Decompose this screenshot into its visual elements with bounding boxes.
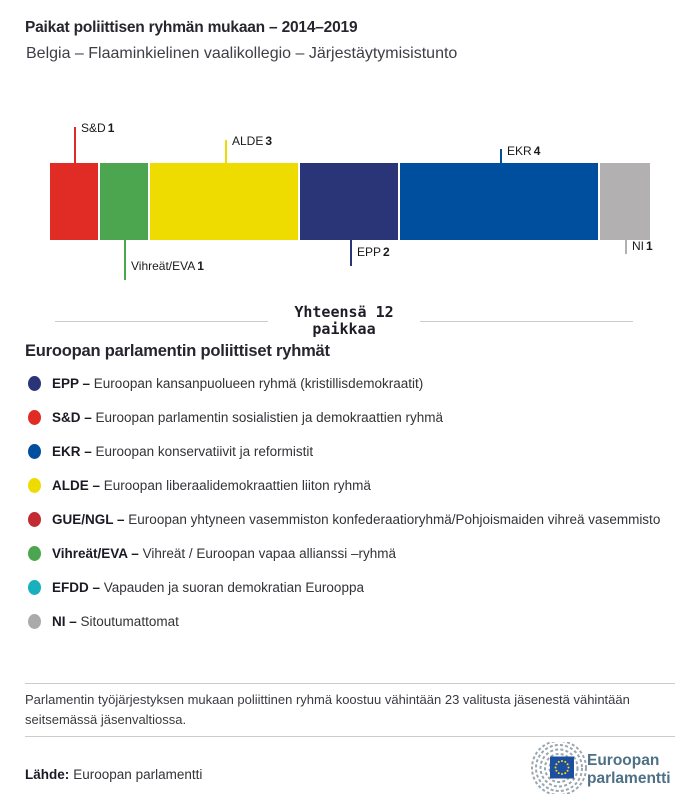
legend-item-text	[52, 476, 371, 495]
callout-label-greens	[131, 259, 204, 273]
legend-item-text	[52, 612, 179, 631]
legend-item-guengl	[25, 510, 677, 529]
legend-item-text	[52, 578, 364, 597]
total-rule-right	[420, 321, 633, 322]
bar-segment-ni	[600, 163, 650, 240]
legend-color-dot	[28, 580, 41, 595]
callout-line-ekr	[500, 149, 502, 163]
legend-item-label: EKR –	[52, 444, 92, 459]
legend-item-description: Euroopan kansanpuolueen ryhmä (kristillisdemokraatit)	[93, 376, 424, 391]
total-rule-left	[55, 321, 268, 322]
source-label: Lähde:	[25, 767, 70, 782]
callout-seat-count: 1	[107, 121, 115, 135]
callout-group-name: Vihreät/EVA	[131, 259, 196, 273]
source-value: Euroopan parlamentti	[73, 767, 203, 782]
callout-line-epp	[350, 240, 352, 266]
logo-text-line2: parlamentti	[587, 770, 671, 787]
legend-item-label: EFDD –	[52, 580, 101, 595]
legend-heading: Euroopan parlamentin poliittiset ryhmät	[25, 342, 330, 360]
legend-item-label: GUE/NGL –	[52, 512, 125, 527]
callout-line-sd	[74, 127, 76, 163]
legend-item-label: ALDE –	[52, 478, 101, 493]
page-title: Paikat poliittisen ryhmän mukaan – 2014–2019	[25, 19, 358, 36]
legend-item-ekr	[25, 442, 677, 461]
page-subtitle: Belgia – Flaaminkielinen vaalikollegio – Järjestäytymisistunto	[26, 45, 458, 62]
callout-line-greens	[124, 240, 126, 280]
legend-color-dot	[28, 546, 41, 561]
total-seats	[55, 304, 633, 337]
callout-seat-count: 4	[533, 144, 541, 158]
legend-item-text	[52, 510, 660, 529]
legend-item-description: Vapauden ja suoran demokratian Eurooppa	[103, 580, 364, 595]
callout-group-name: NI	[632, 239, 644, 253]
legend-item-text	[52, 544, 396, 563]
bar-segment-greens	[100, 163, 150, 240]
legend-item-description: Euroopan liberaalidemokraattien liiton ryhmä	[103, 478, 371, 493]
legend-item-alde	[25, 476, 677, 495]
legend-item-text	[52, 408, 443, 427]
legend-item-epp	[25, 374, 677, 393]
legend-item-ni	[25, 612, 677, 631]
legend-item-description: Sitoutumattomat	[80, 614, 179, 629]
bar-segment-ekr	[400, 163, 600, 240]
total-seats-line2: paikkaa	[312, 319, 376, 338]
footnote-divider-top	[25, 683, 675, 684]
legend-item-label: S&D –	[52, 410, 92, 425]
callout-line-ni	[625, 240, 627, 254]
legend-item-efdd	[25, 578, 677, 597]
legend-item-description: Euroopan yhtyneen vasemmiston konfederaatioryhmä/Pohjoismaiden vihreä vasemmisto	[128, 512, 661, 527]
legend-item-label: EPP –	[52, 376, 91, 391]
legend-item-description: Vihreät / Euroopan vapaa allianssi –ryhmä	[142, 546, 396, 561]
legend	[25, 374, 677, 646]
legend-color-dot	[28, 444, 41, 459]
callout-group-name: ALDE	[232, 134, 264, 148]
legend-color-dot	[28, 512, 41, 527]
callout-label-epp	[357, 245, 390, 259]
legend-color-dot	[28, 410, 41, 425]
european-parliament-logo-icon	[517, 742, 685, 794]
seats-bar	[50, 163, 650, 240]
total-seats-label	[268, 304, 419, 337]
legend-item-text	[52, 442, 313, 461]
bar-segment-alde	[150, 163, 300, 240]
footnote-divider-bottom	[25, 736, 675, 737]
legend-color-dot	[28, 614, 41, 629]
callout-label-sd	[81, 121, 114, 135]
callout-seat-count: 1	[646, 239, 653, 253]
bar-segment-epp	[300, 163, 400, 240]
legend-item-description: Euroopan konservatiivit ja reformistit	[95, 444, 314, 459]
callout-label-ni	[632, 239, 653, 253]
legend-item-text	[52, 374, 423, 393]
legend-item-sd	[25, 408, 677, 427]
callout-seat-count: 3	[265, 134, 273, 148]
legend-color-dot	[28, 478, 41, 493]
source	[25, 767, 202, 782]
callout-seat-count: 2	[383, 245, 390, 259]
callout-group-name: EPP	[357, 245, 382, 259]
legend-item-description: Euroopan parlamentin sosialistien ja demokraattien ryhmä	[95, 410, 443, 425]
legend-color-dot	[28, 376, 41, 391]
callout-seat-count: 1	[197, 259, 204, 273]
callout-group-name: EKR	[507, 144, 532, 158]
legend-item-greens-efa	[25, 544, 677, 563]
callout-label-alde	[232, 134, 272, 148]
callout-line-alde	[225, 140, 227, 163]
callout-group-name: S&D	[81, 121, 106, 135]
footnote: Parlamentin työjärjestyksen mukaan poliittinen ryhmä koostuu vähintään 23 valitusta jäsenestä vähintään seitsemässä jäsenvaltiossa.	[25, 692, 630, 727]
legend-item-label: NI –	[52, 614, 77, 629]
total-seats-line1: Yhteensä 12	[294, 303, 394, 321]
bar-segment-sd	[50, 163, 100, 240]
eu-flag-icon	[550, 757, 574, 779]
legend-item-label: Vihreät/EVA –	[52, 546, 139, 561]
logo-text-line1: Euroopan	[587, 752, 660, 769]
callout-label-ekr	[507, 144, 540, 158]
